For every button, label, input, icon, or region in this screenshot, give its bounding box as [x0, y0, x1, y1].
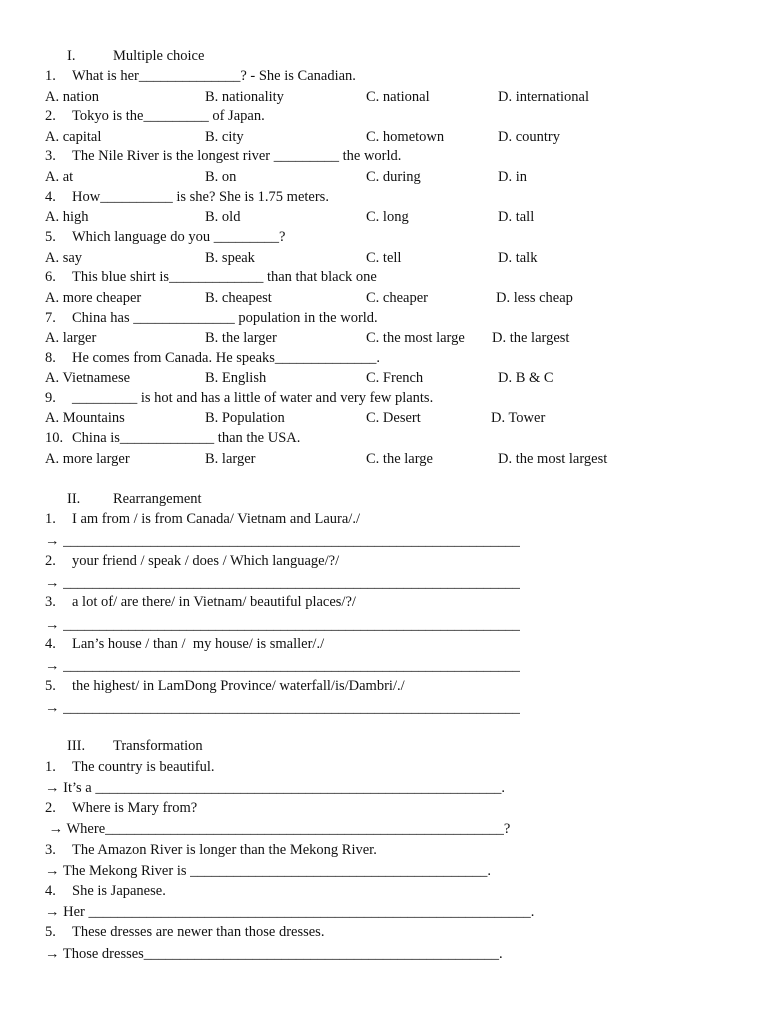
question-text: How__________ is she? She is 1.75 meters.: [72, 189, 329, 205]
question-text: China has ______________ population in the world.: [72, 310, 378, 326]
item-number: 4.: [45, 883, 56, 899]
answer-line: → _______________________________________________________________: [45, 617, 520, 633]
question-text: This blue shirt is_____________ than that black one: [72, 269, 377, 285]
item-text: a lot of/ are there/ in Vietnam/ beautiful places/?/: [72, 594, 356, 610]
question-text: _________ is hot and has a little of water and very few plants.: [72, 390, 434, 406]
option-a: A. high: [45, 209, 89, 225]
option-b: B. Population: [205, 410, 285, 426]
question-text: Which language do you _________?: [72, 229, 286, 245]
option-a: A. at: [45, 169, 74, 185]
option-b: B. on: [205, 169, 237, 185]
option-d: D. talk: [498, 250, 538, 266]
option-d: D. Tower: [491, 410, 546, 426]
question-text: Tokyo is the_________ of Japan.: [72, 108, 265, 124]
item-number: 2.: [45, 800, 56, 816]
question-number: 7.: [45, 310, 56, 326]
question-number: 6.: [45, 269, 56, 285]
answer-line: → _______________________________________________________________: [45, 533, 520, 549]
option-c: C. the most large: [366, 330, 465, 346]
question-text: The Nile River is the longest river _________ the world.: [72, 148, 402, 164]
option-c: C. tell: [366, 250, 402, 266]
item-number: 5.: [45, 924, 56, 940]
answer-line: → Her _____________________________________________________________.: [45, 904, 535, 920]
question-number: 5.: [45, 229, 56, 245]
option-d: D. the largest: [492, 330, 570, 346]
option-c: C. hometown: [366, 129, 445, 145]
item-text: Where is Mary from?: [72, 800, 198, 816]
question-number: 2.: [45, 108, 56, 124]
option-d: D. less cheap: [496, 290, 573, 306]
question-number: 4.: [45, 189, 56, 205]
item-number: 5.: [45, 678, 56, 694]
item-text: your friend / speak / does / Which language/?/: [72, 553, 340, 569]
question-number: 8.: [45, 350, 56, 366]
option-b: B. larger: [205, 451, 256, 467]
section-2-title: Rearrangement: [113, 491, 202, 507]
question-number: 10.: [45, 430, 64, 446]
item-text: She is Japanese.: [72, 883, 166, 899]
answer-line: → Where_______________________________________________________?: [45, 821, 511, 837]
item-text: These dresses are newer than those dresses.: [72, 924, 325, 940]
item-number: 3.: [45, 594, 56, 610]
answer-line: → Those dresses_________________________________________________.: [45, 946, 503, 962]
answer-line: → _______________________________________________________________: [45, 700, 520, 716]
section-2-number: II.: [67, 491, 81, 507]
answer-line: → It’s a ________________________________________________________.: [45, 780, 505, 796]
question-number: 1.: [45, 68, 56, 84]
item-text: The country is beautiful.: [72, 759, 215, 775]
item-text: Lan’s house / than / my house/ is smaller/./: [72, 636, 325, 652]
option-c: C. French: [366, 370, 424, 386]
answer-line: → The Mekong River is _________________________________________.: [45, 863, 491, 879]
option-d: D. international: [498, 89, 590, 105]
section-3-title: Transformation: [113, 738, 203, 754]
option-b: B. city: [205, 129, 244, 145]
item-number: 1.: [45, 511, 56, 527]
option-a: A. say: [45, 250, 83, 266]
item-number: 2.: [45, 553, 56, 569]
item-text: the highest/ in LamDong Province/ waterfall/is/Dambri/./: [72, 678, 405, 694]
option-b: B. speak: [205, 250, 255, 266]
option-d: D. the most largest: [498, 451, 608, 467]
option-b: B. the larger: [205, 330, 277, 346]
section-1-number: I.: [67, 48, 76, 64]
option-c: C. the large: [366, 451, 433, 467]
option-a: A. Vietnamese: [45, 370, 131, 386]
answer-line: → _______________________________________________________________: [45, 658, 520, 674]
section-3-number: III.: [67, 738, 86, 754]
question-text: He comes from Canada. He speaks______________.: [72, 350, 381, 366]
option-a: A. Mountains: [45, 410, 125, 426]
option-c: C. during: [366, 169, 421, 185]
item-number: 4.: [45, 636, 56, 652]
option-c: C. long: [366, 209, 409, 225]
answer-line: → _______________________________________________________________: [45, 575, 520, 591]
option-c: C. Desert: [366, 410, 421, 426]
option-a: A. capital: [45, 129, 102, 145]
item-number: 1.: [45, 759, 56, 775]
option-d: D. tall: [498, 209, 535, 225]
option-d: D. country: [498, 129, 561, 145]
option-b: B. English: [205, 370, 267, 386]
option-a: A. more cheaper: [45, 290, 142, 306]
question-text: China is_____________ than the USA.: [72, 430, 301, 446]
option-a: A. nation: [45, 89, 99, 105]
question-number: 3.: [45, 148, 56, 164]
option-c: C. cheaper: [366, 290, 428, 306]
option-b: B. cheapest: [205, 290, 272, 306]
item-text: The Amazon River is longer than the Mekong River.: [72, 842, 377, 858]
option-b: B. nationality: [205, 89, 284, 105]
item-number: 3.: [45, 842, 56, 858]
option-d: D. B & C: [498, 370, 554, 386]
option-b: B. old: [205, 209, 241, 225]
item-text: I am from / is from Canada/ Vietnam and Laura/./: [72, 511, 360, 527]
question-text: What is her______________? - She is Canadian.: [72, 68, 356, 84]
option-a: A. larger: [45, 330, 97, 346]
option-a: A. more larger: [45, 451, 130, 467]
question-number: 9.: [45, 390, 56, 406]
section-1-title: Multiple choice: [113, 48, 205, 64]
option-d: D. in: [498, 169, 527, 185]
option-c: C. national: [366, 89, 430, 105]
